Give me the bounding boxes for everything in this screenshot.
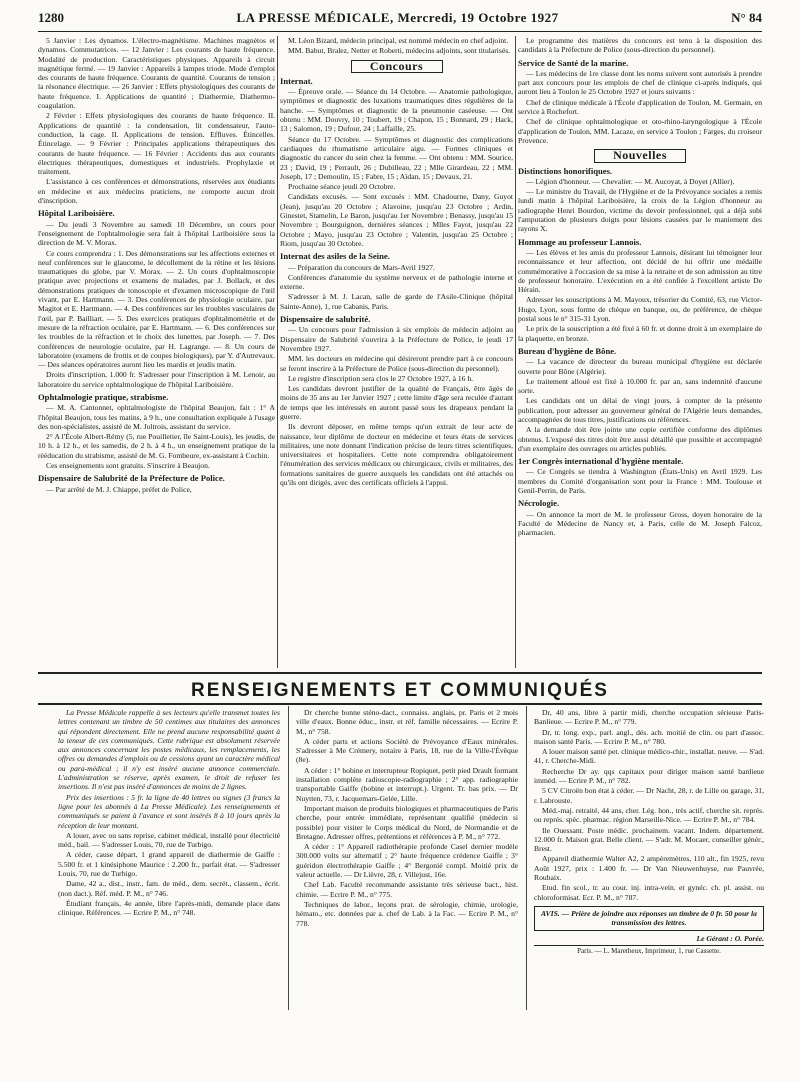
- page-number: 1280: [38, 10, 64, 25]
- classified-ad: 5 CV Citroën bon état à céder. — Dr Nacht, 28, r. de Lille ou garage, 31, r. Labrouste.: [534, 786, 764, 805]
- section-heading: Dispensaire de Salubrité de la Préfecture de Police.: [38, 473, 225, 484]
- paragraph: Droits d'inscription, 1.000 fr. S'adresser pour l'inscription à M. Lenoir, au laboratoire du service ophtalmologique de l'hôpital Lariboisière.: [38, 370, 275, 389]
- classified-ad: Important maison de produits biologiques et pharmaceutiques de Paris cherche, pour entrée immédiate, représentant qualifié (médecin si possible) pour visiter le Corps médical du Nord, de Normandie et de Bretagne. Adresser offres, prétentions et références à P. M., n° 772.: [296, 803, 518, 841]
- avis-box: AVIS. — Prière de joindre aux réponses un timbre de 0 fr. 50 pour la transmission des lettres.: [534, 906, 764, 931]
- paragraph: MM. Babut, Bralez, Netter et Roberti, médecins adjoints, sont titularisés.: [288, 46, 511, 56]
- paragraph: S'adresser à M. J. Lacan, salle de garde de l'Asile-Clinique (hôpital Sainte-Anne), 1, rue Cabanis, Paris.: [280, 292, 513, 311]
- section-heading: Hôpital Lariboisière.: [38, 208, 115, 219]
- classified-ad: Techniques de labor., leçons prat. de sérologie, chimie, urologie, hémato., etc. données par a. chef de Lab. à la Fac. — Ecrire P. M., n° 778.: [296, 899, 518, 928]
- paragraph: 2° A l'École Albert-Rémy (5, rue Pouilletier, île Saint-Louis), les jeudis, de 10 h. à 12 h., et les samedis, de 2 h. à 4 h., un enseignement pratique de la rééducation du strabisme, assisté de M. G. Fombeure, ex-assistant à Cochin.: [38, 432, 275, 460]
- paragraph: Ce cours comprendra : 1. Des démonstrations sur les affections externes et neuf conférences sur le glaucome, le décollement de la rétine et les lésions traumatiques du globe, par V. Morax. — 2. Un cours d'ophtalmoscopie pratique avec projections et examens de malades, par J. Bollack, et des démonstrations pratiques de tonoscopie et d'examen microscopique de l'œil vivant, par E. Hartmann. — 3. Des conférences de physiologie oculaire, par Magitot et E. Hartmann. — 4. Des conférences sur les troubles vasculaires de l'œil, par P. Bailliart. — 5. Des exercices pratiques d'ophtalmométrie et de mesure de la réfraction oculaire, par E. Hartmann. — 6. Des conférences sur les troubles de la réfraction et le choix des lunettes, par Joseph. — 7. Des conférences de neurologie oculaire, par H. Lagrange. — 8. Un cours de laboratoire (examens de frottis et de coupes biologiques), par Y. d'Autrevaux. — Des séances opératoires auront lieu les mardis et jeudis matin.: [38, 248, 275, 370]
- paragraph: A la demande doit être jointe une copie certifiée conforme des diplômes obtenus. L'exposé des titres doit être aussi détaillé que possible et accompagné d'un exemplaire des ouvrages ou articles publiés.: [518, 425, 762, 453]
- section-heading: Service de Santé de la marine.: [518, 57, 629, 68]
- classified-ad: Dr, 40 ans, libre à partir midi, cherche occupation sérieuse Paris-Banlieue. — Ecrire P. M., n° 779.: [534, 708, 764, 727]
- paragraph: 5 Janvier : Les dynamos. L'électro-magnétisme. Machines magnétos et dynamos. Commutatrices. — 12 Janvier : Les courants de haute fréquence. Modalité de production. Caractéristiques physiques. Appareils à circuit magnétique fermé. — 19 Janvier : Appareils à lampes triode. Mode d'emploi des courants de haute fréquence. Courants de quantité. Courants de tension ; la résonance électrique. — 26 Janvier : Effets physiologiques des courants de haute fréquence. I. Applications de quantité ; Diathermie, Diathermo-coagulation.: [38, 36, 275, 111]
- classified-ad: Dame, 42 a., dist., instr., fam. de méd., dem. secrét., classem., écrit. (non dact.). Réf. méd. P. M., n° 746.: [58, 879, 280, 898]
- paragraph: Candidats excusés. — Sont excusés : MM. Chadourne, Dany, Guyot (Jean), jusqu'au 20 Octobre ; Alavoine, jusqu'au 23 Octobre ; Ardin, Ginestet, Stamelin, Le Baron, jusqu'au 1er Novembre ; Benassy, jusqu'au 15 Novembre ; Bourguignon, dernières séances ; Mlles Fayot, jusqu'au 22 Octobre ; Mayo, jusqu'au 23 Octobre ; Valentin, jusqu'au 25 Octobre ; Riom, jusqu'au 30 Octobre.: [280, 192, 513, 248]
- classified-ad: Dr cherche bonne sténo-dact., connaiss. anglais, pr. Paris et 2 mois ville d'eaux. Bonne éduc., instr. et réf. famille nécessaires. — Ecrire P. M., n° 758.: [296, 708, 518, 736]
- paragraph: — Les médecins de 1re classe dont les noms suivent sont autorisés à prendre part aux concours pour les emplois de chef de clinique ci-après indiqués, qui auront lieu à Toulon le 25 Octobre 1927 et jours suivants :: [518, 68, 762, 97]
- ads-prices: Prix des insertions : 5 fr. la ligne de 40 lettres ou signes (3 francs la ligne pour les abonnés à La Presse Médicale). Les renseignements et communiqués se paient à l'avance et sont insérés 8 à 10 jours après la réception de leur montant.: [58, 792, 280, 830]
- column-divider: [288, 706, 289, 1010]
- classified-ad: Étudiant français, 4e année, libre l'après-midi, demande place dans clinique. Références. — Ecrire P. M., n° 748.: [58, 898, 280, 918]
- ads-intro: La Presse Médicale rappelle à ses lecteurs qu'elle transmet toutes les lettres contenant un timbre de 50 centimes aux titulaires des annonces qui répondent directement. Elle ne prend aucune responsabilité quant à la teneur de ces communiqués. Cette rubrique est absolument réservée aux annonces concernant les postes médicaux, les remplacements, les offres ou demandes d'emplois ou de cessions ayant un caractère médical ou para-médical ; il n'y est inséré aucune annonce commerciale. L'administration se réserve, après examen, le droit de refuser les insertions. Il n'est pas inséré d'annonces de moins de 2 lignes.: [58, 708, 280, 792]
- section-heading: 1er Congrès international d'hygiène mentale.: [518, 456, 684, 467]
- printer-line: Paris. — L. Maretheux, Imprimeur, 1, rue Cassette.: [534, 945, 764, 956]
- ads-column-1: [58, 708, 280, 1008]
- paragraph: — On annonce la mort de M. le professeur Gross, doyen honoraire de la Faculté de Médecine de Nancy et, à Paris, celle de M. Joseph Falcoz, pharmacien.: [518, 509, 762, 538]
- column-1: [38, 36, 275, 668]
- journal-title: LA PRESSE MÉDICALE, Mercredi, 19 Octobre 1927: [236, 10, 559, 25]
- classified-ad: A céder, cause départ, 1 grand appareil de diathermie de Gaiffe : 5.500 fr. et 1 kinésiphone Maurice : 2.200 fr., parfait état. — S'adresser Louis, 70, rue de Turbigo.: [58, 850, 280, 879]
- paragraph: Ils devront déposer, en même temps qu'un extrait de leur acte de naissance, leur diplôme de docteur en médecine et leurs états de services militaires, une note donnant l'indication précise de leurs titres scientifiques, universitaires et hospitaliers. Cette note comprendra obligatoirement l'énumération des services médicaux ou chirurgicaux, civils et militaires, des formations sanitaires de guerre auxquels les candidats ont été attachés ou qu'ils ont dirigés, avec des certificats officiels à l'appui.: [280, 422, 513, 488]
- section-heading: Internat.: [280, 75, 313, 86]
- classified-ad: Recherche Dr ay. qqs capitaux pour diriger maison santé banlieue imméd. — Ecrire P. M., n° 782.: [534, 766, 764, 786]
- paragraph: Chef de clinique médicale à l'École d'application de Toulon, M. Germain, en service à Rochefort.: [518, 97, 762, 117]
- paragraph: Le programme des matières du concours est tenu à la disposition des candidats à la Préfecture de Police (sous-direction du personnel).: [518, 36, 762, 55]
- paragraph: Prochaine séance jeudi 20 Octobre.: [288, 182, 396, 192]
- paragraph: Le registre d'inscription sera clos le 27 Octobre 1927, à 16 h.: [288, 373, 474, 383]
- section-rule: [38, 703, 762, 705]
- column-divider: [515, 36, 516, 668]
- classified-ad: A louer, avec ou sans reprise, cabinet médical, installé pour électricité méd., bail. — S'adresser Louis, 70, rue de Turbigo.: [58, 830, 280, 850]
- paragraph: — M. A. Cantonnet, ophtalmologiste de l'hôpital Beaujon, fait : 1° A l'hôpital Beaujon, tous les matins, à 9 h., une consultation expliquée à l'usage des non-spécialistes, assisté de M. Joltrois, assistant du service.: [38, 403, 275, 431]
- paragraph: Séance du 17 Octobre. — Symptômes et diagnostic des complications cardiaques du rhumatisme articulaire aigu. — Formes cliniques et diagnostic du cancer du sein chez la femme. — Ont obtenu : MM. Sourice, 23 ; David, 19 ; Perrault, 26 ; Dubilleau, 22 ; Mlle Girardeau, 22 ; MM. Joseph, 17 ; Demoulin, 15 ; Fabre, 15 ; Aïdan, 15 ; Devaux, 21.: [280, 134, 513, 181]
- column-divider: [277, 36, 278, 668]
- paragraph: Le traitement alloué est fixé à 10.000 fr. par an, sans indemnité d'aucune sorte.: [518, 376, 762, 396]
- paragraph: Les candidats devront justifier de la qualité de Français, être âgés de moins de 35 ans au 1er Janvier 1927 ; cette limite d'âge sera reculée d'autant de temps que les intéressés en auront passé sous les drapeaux pendant la guerre.: [280, 384, 513, 421]
- issue-number: N° 84: [731, 10, 762, 25]
- rubric-title: Nouvelles: [594, 149, 686, 162]
- section-heading: Bureau d'hygiène de Bône.: [518, 345, 617, 356]
- header-rule: [38, 31, 762, 32]
- paragraph: — Par arrêté de M. J. Chiappe, préfet de Police,: [46, 484, 192, 494]
- paragraph: — Préparation du concours de Mars-Avril 1927.: [288, 262, 435, 272]
- paragraph: 2 Février : Effets physiologiques des courants de haute fréquence. II. Applications de quantité : la condensation, lit condensateur, l'auto-conduction, la cage. II. Applications de tension. Effluves. Étincelles. Étincelage. — 9 Février : Principales applications thérapeutiques des courants de haute fréquence. — 16 Février : Accidents dus aux courants électriques thérapeutiques, domestiques et industriels. Prophylaxie et traitement.: [38, 111, 275, 177]
- paragraph: Les candidats ont un délai de vingt jours, à compter de la présente publication, pour adresser au gouverneur général de l'Algérie leurs demandes, accompagnées de tous titres, justifications ou références.: [518, 396, 762, 424]
- paragraph: L'assistance à ces conférences et démonstrations, réservées aux étudiants en médecine et aux médecins praticiens, ne comporte aucun droit d'inscription.: [38, 177, 275, 206]
- paragraph: MM. les docteurs en médecine qui désireront prendre part à ce concours se feront inscrire à la Préfecture de Police (sous-direction du personnel).: [280, 354, 513, 373]
- paragraph: — Les élèves et les amis du professeur Lannois, désirant lui témoigner leur reconnaissance et leur affection, ont décidé de lui offrir une médaille commémorative à l'occasion de sa mise à la retraite et de son admission au titre de professeur honoraire. L'exécution en a été confiée à l'excellent artiste De Hérain.: [518, 247, 762, 295]
- section-heading: Dispensaire de salubrité.: [280, 314, 371, 325]
- paragraph: Adresser les souscriptions à M. Mayoux, trésorier du Comité, 63, rue Victor-Hugo, Lyon, sous forme de chèque en banque, ou, de préférence, de chèque postal sous le n° 315-31 Lyon.: [518, 295, 762, 324]
- paragraph: Conférences d'anatomie du système nerveux et de pathologie interne et externe.: [280, 272, 513, 292]
- paragraph: — Un concours pour l'admission à six emplois de médecin adjoint au Dispensaire de Salubrité s'ouvrira à la Préfecture de Police, le jeudi 17 Novembre 1927.: [280, 325, 513, 353]
- paragraph: M. Léon Bizard, médecin principal, est nommé médecin en chef adjoint.: [288, 36, 509, 45]
- section-rule: [38, 672, 762, 674]
- classified-ad: A louer maison santé pet. clinique médico-chir., installat. neuve. — S'ad. 41, r. Cherche-Midi.: [534, 747, 764, 766]
- gerant-line: Le Gérant : O. Porée.: [696, 933, 764, 943]
- column-2: [280, 36, 513, 668]
- paragraph: — Du jeudi 3 Novembre au samedi 10 Décembre, un cours pour l'enseignement de l'ophtalmologie sera fait à l'hôpital Lariboisière sous la direction de M. V. Morax.: [38, 219, 275, 248]
- classified-ad: Méd.-maj. retraité, 44 ans, cher. Lég. hon., très actif, cherche sit. représ. ou représ. spéc. pharmac. région Marseille-Nice. — Ecrire P. M., n° 784.: [534, 805, 764, 825]
- classified-ad: Ile Ouessant. Poste médic. prochainem. vacant. Indem. département. 12.000 fr. Maison grat. Belle client. — S'adr. M. Mocaer, conseiller génér., Brest.: [534, 825, 764, 854]
- classified-ad: A céder : 1° bobine et interrupteur Ropiquet, petit pied Drault formant installation complète radioscopie-radiographie ; 2° app. radiographie transportable Gaiffe (bobine et interrupt.). Urgent. Tr. bas prix. — Dr Nuytten, 73, r. Jacquemars-Gelée, Lille.: [296, 765, 518, 803]
- classified-ad: Dr, tr. long. exp., parl. angl., dés. ach. moitié de clin. ou part d'assoc. maison santé Paris. — Ecrire P. M., n° 780.: [534, 727, 764, 746]
- classified-ad: Appareil diathermie Walter A2, 2 ampèremètres, 110 alt., fin 1925, revu Août 1927, prix : 1.400 fr. — Dr Van Nieuwenhuyse, rue Pauvrée, Roubaix.: [534, 854, 764, 883]
- paragraph: — Le ministre du Travail, de l'Hygiène et de la Prévoyance sociales a remis lundi matin à l'hôpital Lariboisière, la croix de la Légion d'honneur au radiographe Henri Bourdon, victime du devoir professionnel, qui a déjà subi l'amputation de plusieurs doigts pour lésions causées par le maniement des rayons X.: [518, 187, 762, 234]
- section-heading: Ophtalmologie pratique, strabisme.: [38, 391, 169, 402]
- classified-ad: A céder parts et actions Société de Prévoyance d'Eaux minérales. S'adresser à Me Crémery, notaire à Paris, 18, rue de la Ville-l'Évêque (8e).: [296, 736, 518, 765]
- paragraph: — Légion d'honneur. — Chevalier. — M. Aucoyat, à Doyet (Allier).: [526, 176, 735, 186]
- paragraph: Ces enseignements sont gratuits. S'inscrire à Beaujon.: [46, 461, 210, 471]
- classified-ad: A céder : 1° Appareil radiothérapie profonde Casel dernier modèle 300.000 volts sur alternatif ; 2° haute fréquence crédence Gaiffe ; 3° guéridon électrothérapie Gaiffe ; 4° Bergonié compl. Moitié prix de valeur actuelle. — Dr Lièvre, 28, r. Villejust, 16e.: [296, 842, 518, 880]
- section-title: RENSEIGNEMENTS ET COMMUNIQUÉS: [191, 680, 609, 701]
- ads-column-3: [534, 708, 764, 1008]
- rubric-title: Concours: [351, 60, 443, 73]
- paragraph: — La vacance de directeur du bureau municipal d'hygiène est déclarée ouverte pour Bône (Algérie).: [518, 357, 762, 376]
- column-divider: [526, 706, 527, 1010]
- classified-ad: Etud. fin scol., tr. au cour. inj. intra-vein. et gynéc. ch. pl. assist. ou chloroformisat. Ecr. P. M., n° 787.: [534, 883, 764, 902]
- page-header: [38, 10, 762, 30]
- classified-ad: Chef Lab. Faculté recommande assistante très sérieuse bact., hist. chimie. — Ecrire P. M., n° 775.: [296, 880, 518, 899]
- paragraph: Chef de clinique ophtalmologique et oto-rhino-laryngologique à l'École d'application de Toulon, MM. Lacaze, en service à Toulon ; Farges, du croiseur Provence.: [518, 117, 762, 145]
- section-heading: Distinctions honorifiques.: [518, 165, 613, 176]
- paragraph: Le prix de la souscription a été fixé à 60 fr. et donne droit à un exemplaire de la plaquette, en bronze.: [518, 324, 762, 343]
- paragraph: — Épreuve orale. — Séance du 14 Octobre. — Anatomie pathologique, symptômes et diagnostic des luxations traumatiques dites régulières de la hanche. — Symptômes et diagnostic de la pneumonie caséeuse. — Ont obtenu : MM. Douvry, 10 ; Toubert, 19 ; Chapon, 15 ; Bonnard, 29 ; Hack, 13 ; Salomon, 19 ; Dufour, 24 ; Laffaille, 25.: [280, 87, 513, 134]
- column-3: [518, 36, 762, 668]
- section-heading: Nécrologie.: [518, 498, 560, 509]
- paragraph: — Ce Congrès se tiendra à Washington (États-Unis) en Avril 1929. Les membres du Comité d'organisation sont pour la France : MM. Toulouse et Genil-Perrin, de Paris.: [518, 467, 762, 496]
- section-heading: Internat des asiles de la Seine.: [280, 251, 390, 262]
- ads-column-2: [296, 708, 518, 1008]
- section-heading: Hommage au professeur Lannois.: [518, 236, 642, 247]
